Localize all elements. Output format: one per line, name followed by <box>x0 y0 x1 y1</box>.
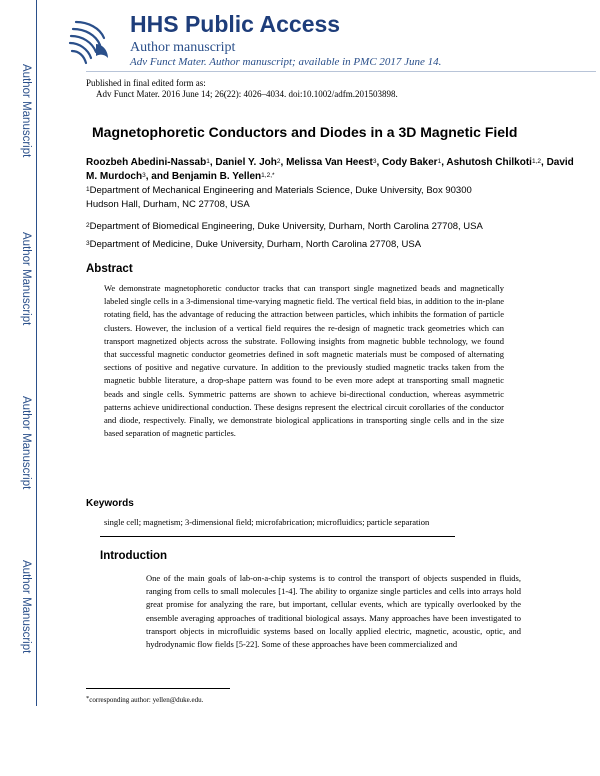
introduction-body: One of the main goals of lab-on-a-chip systems is to control the transport of objects suspended in fluids, ranging from cells to small molecules [1-4]. The ability to organize single particles and cells into arrays hold great promise for analyzing the rare, but important, cellular events, which are typically overlooked by the ensemble averaging approaches of traditional biological assays. Many approaches have been investigated to transport objects in microfluidic systems based on locally applied electric, magnetic, acoustic, optic, and hydrodynamic flow fields [5-22]. Some of these approaches have been commercialized and <box>146 573 521 650</box>
article-title: Magnetophoretic Conductors and Diodes in a 3D Magnetic Field <box>92 124 518 140</box>
author-affiliation-mark: 1,2,* <box>261 172 275 179</box>
author-name: Cody Baker <box>382 157 438 168</box>
author-affiliation-mark: 3 <box>142 172 146 179</box>
author-affiliation-mark: 3 <box>372 158 377 165</box>
keywords-heading: Keywords <box>86 498 134 509</box>
keywords-rule <box>100 536 455 537</box>
author-manuscript-label: Author manuscript <box>130 40 236 55</box>
affiliation-text: Department of Medicine, Duke University, Durham, North Carolina 27708, USA <box>89 239 422 250</box>
author-list: Roozbeh Abedini-Nassab$^1$, Daniel Y. Joh$^2$, Melissa Van Heest$^3$, Cody Baker$^1$, Ashutosh Chilkoti$^{1,2}$, David M. Murdoch$^3$, and Benjamin B. Yellen$^{1,2,*}$ <box>86 157 574 182</box>
author-name: Melissa Van Heest <box>286 157 373 168</box>
author-affiliation-mark: 1 <box>206 158 210 165</box>
author-name: Roozbeh Abedini-Nassab <box>86 157 207 168</box>
author-name: Ashutosh Chilkoti <box>446 157 532 168</box>
availability-line <box>130 56 441 68</box>
author-name: Daniel Y. Joh <box>215 157 277 168</box>
author-affiliation-mark: 1,2 <box>531 158 541 165</box>
author-manuscript-side-label-4: Author Manuscript <box>20 560 32 654</box>
author-affiliation-mark: 2 <box>276 158 281 165</box>
header-rule <box>86 71 596 72</box>
footnote-rule <box>86 688 230 689</box>
keywords-body: single cell; magnetism; 3-dimensional field; microfabrication; microfluidics; particle separation <box>104 517 430 527</box>
affiliation-1 <box>86 184 506 212</box>
author-name: David M. Murdoch <box>86 157 574 182</box>
footnote-marker: * <box>86 695 90 702</box>
abstract-body: We demonstrate magnetophoretic conductor tracks that can transport single magnetized beads and magnetically labeled single cells in a 3-dimensional time-varying magnetic field. The vertical field bias, in addition to the in-plane rotating field, has the advantage of reducing the attraction between particles, which inhibits the formation of particle clusters. However, the inclusion of a vertical field requires the re-design of magnetic track geometries which can transport magnetized objects across the substrate. Following insights from magnetic bubble technology, we found that successful magnetic conductor geometries defined in soft magnetic materials must be composed of alternating sections of positive and negative curvature. In addition to the previously studied magnetic tracks taken from the magnetic bubble literature, a drop-shape pattern was found to be even more adept at transporting small magnetic beads and single cells. Symmetric patterns are shown to achieve bi-directional conduction, whereas asymmetric patterns achieve unidirectional conduction. These designs represent the electrical circuit corollaries of the conductor and diode, respectively. Finally, we demonstrate biological applications in transporting single cells and in the size based separation of magnetic particles. <box>104 283 504 439</box>
author-manuscript-side-label-3: Author Manuscript <box>20 396 32 490</box>
author-manuscript-side-label-2: Author Manuscript <box>20 232 32 326</box>
introduction-heading: Introduction <box>100 550 168 562</box>
author-name: Benjamin B. Yellen <box>171 171 262 182</box>
hhs-eagle-logo-icon <box>66 14 112 66</box>
affiliation-number: 1 <box>86 186 90 193</box>
margin-divider-line <box>36 0 37 706</box>
footnote-text: corresponding author: yellen@duke.edu. <box>89 696 204 704</box>
affiliation-text: Department of Biomedical Engineering, Duke University, Durham, North Carolina 27708, USA <box>89 221 483 232</box>
affiliation-2 <box>86 220 483 234</box>
affiliation-text: Department of Mechanical Engineering and Materials Science, Duke University, Box 90300 Hudson Hall, Durham, NC 27708, USA <box>86 185 472 210</box>
availability-text: Adv Funct Mater. Author manuscript; available in PMC 2017 June 14. <box>130 56 442 68</box>
author-manuscript-side-label-1: Author Manuscript <box>20 64 32 158</box>
affiliation-number: 2 <box>86 222 90 229</box>
corresponding-author-footnote <box>86 696 203 704</box>
publication-citation: Adv Funct Mater. 2016 June 14; 26(22): 4026–4034. doi:10.1002/adfm.201503898. <box>96 89 398 99</box>
published-label: Published in final edited form as: <box>86 78 206 88</box>
author-affiliation-mark: 1 <box>437 158 442 165</box>
abstract-heading: Abstract <box>86 263 133 275</box>
hhs-public-access-title: HHS Public Access <box>130 11 341 37</box>
affiliation-3 <box>86 238 421 252</box>
affiliation-number: 3 <box>86 240 90 247</box>
